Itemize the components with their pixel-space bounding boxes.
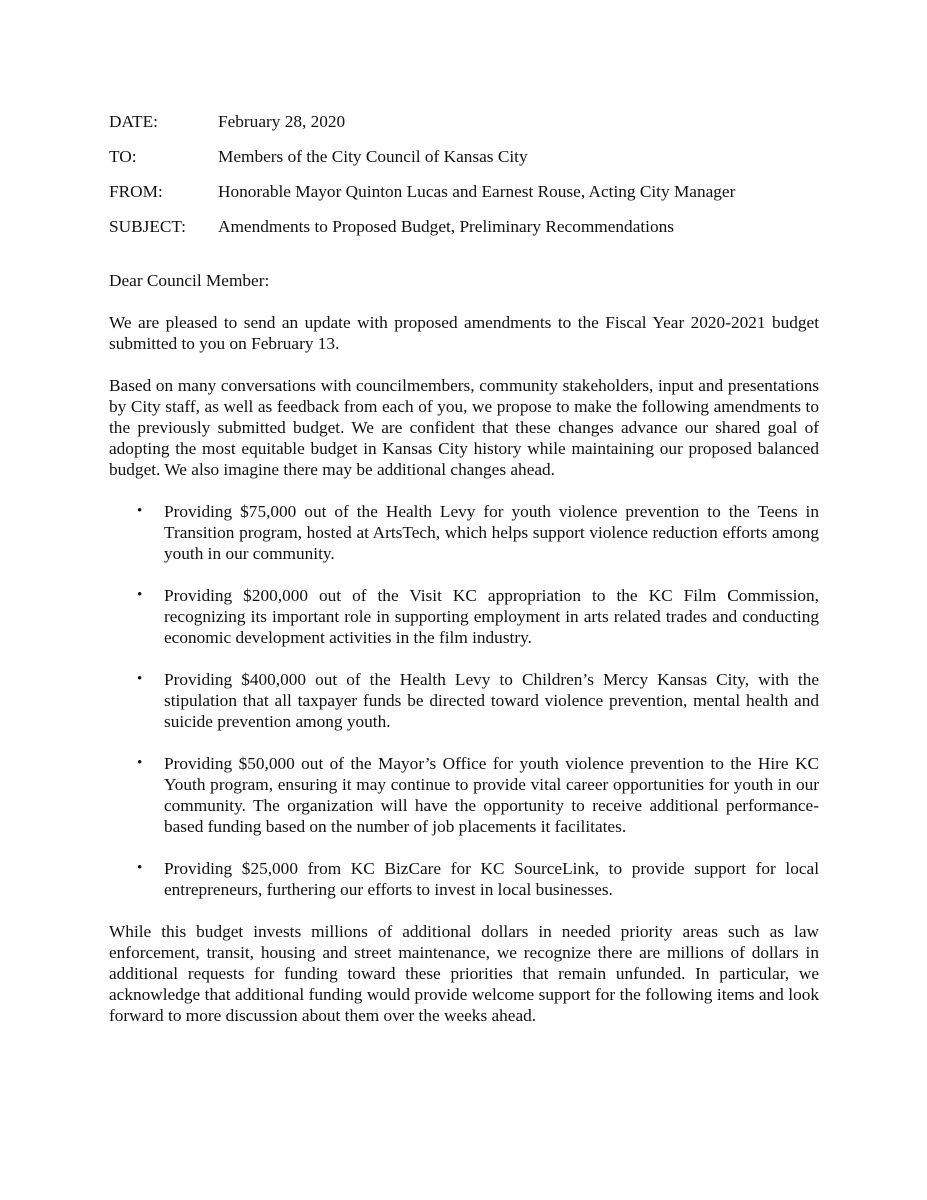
from-label: FROM: xyxy=(109,182,163,201)
list-item xyxy=(109,858,819,900)
list-item-text: Providing $75,000 out of the Health Levy for youth violence prevention to the Teens in Transition program, hosted at ArtsTech, which helps support violence reduction efforts among youth in our community. xyxy=(164,502,819,563)
date-label: DATE: xyxy=(109,112,158,131)
to-label: TO: xyxy=(109,147,137,166)
subject-value: Amendments to Proposed Budget, Preliminary Recommendations xyxy=(218,217,674,236)
amendment-list xyxy=(109,501,819,900)
to-value: Members of the City Council of Kansas City xyxy=(218,147,528,166)
memo-body xyxy=(109,270,819,1047)
list-item xyxy=(109,753,819,837)
list-item xyxy=(109,585,819,648)
list-item-text: Providing $25,000 from KC BizCare for KC SourceLink, to provide support for local entrepreneurs, furthering our efforts to invest in local businesses. xyxy=(164,859,819,899)
list-item xyxy=(109,501,819,564)
greeting: Dear Council Member: xyxy=(109,271,270,290)
bullet-icon: • xyxy=(137,587,143,603)
subject-label: SUBJECT: xyxy=(109,217,186,236)
bullet-icon: • xyxy=(137,860,143,876)
date-value: February 28, 2020 xyxy=(218,112,346,131)
list-item-text: Providing $200,000 out of the Visit KC appropriation to the KC Film Commission, recognizing its important role in supporting employment in arts related trades and conducting economic development activities in the film industry. xyxy=(164,586,819,647)
subject-row xyxy=(109,216,819,237)
memo-header xyxy=(109,111,819,251)
to-row xyxy=(109,146,819,167)
from-value: Honorable Mayor Quinton Lucas and Earnest Rouse, Acting City Manager xyxy=(218,182,736,201)
bullet-icon: • xyxy=(137,503,143,519)
bullet-icon: • xyxy=(137,755,143,771)
intro-paragraph: We are pleased to send an update with proposed amendments to the Fiscal Year 2020-2021 budget submitted to you on February 13. xyxy=(109,313,819,353)
list-item-text: Providing $50,000 out of the Mayor’s Office for youth violence prevention to the Hire KC Youth program, ensuring it may continue to provide vital career opportunities for youth in our community. The organization will have the opportunity to receive additional performance-based funding based on the number of job placements it facilitates. xyxy=(164,754,819,836)
list-item-text: Providing $400,000 out of the Health Levy to Children’s Mercy Kansas City, with the stipulation that all taxpayer funds be directed toward violence prevention, mental health and suicide prevention among youth. xyxy=(164,670,819,731)
from-row xyxy=(109,181,819,202)
bullet-icon: • xyxy=(137,671,143,687)
date-row xyxy=(109,111,819,132)
list-item xyxy=(109,669,819,732)
context-paragraph: Based on many conversations with councilmembers, community stakeholders, input and presentations by City staff, as well as feedback from each of you, we propose to make the following amendments to the previously submitted budget. We are confident that these changes advance our shared goal of adopting the most equitable budget in Kansas City history while maintaining our proposed balanced budget. We also imagine there may be additional changes ahead. xyxy=(109,376,819,479)
closing-paragraph: While this budget invests millions of additional dollars in needed priority areas such as law enforcement, transit, housing and street maintenance, we recognize there are millions of dollars in additional requests for funding toward these priorities that remain unfunded. In particular, we acknowledge that additional funding would provide welcome support for the following items and look forward to more discussion about them over the weeks ahead. xyxy=(109,922,819,1025)
